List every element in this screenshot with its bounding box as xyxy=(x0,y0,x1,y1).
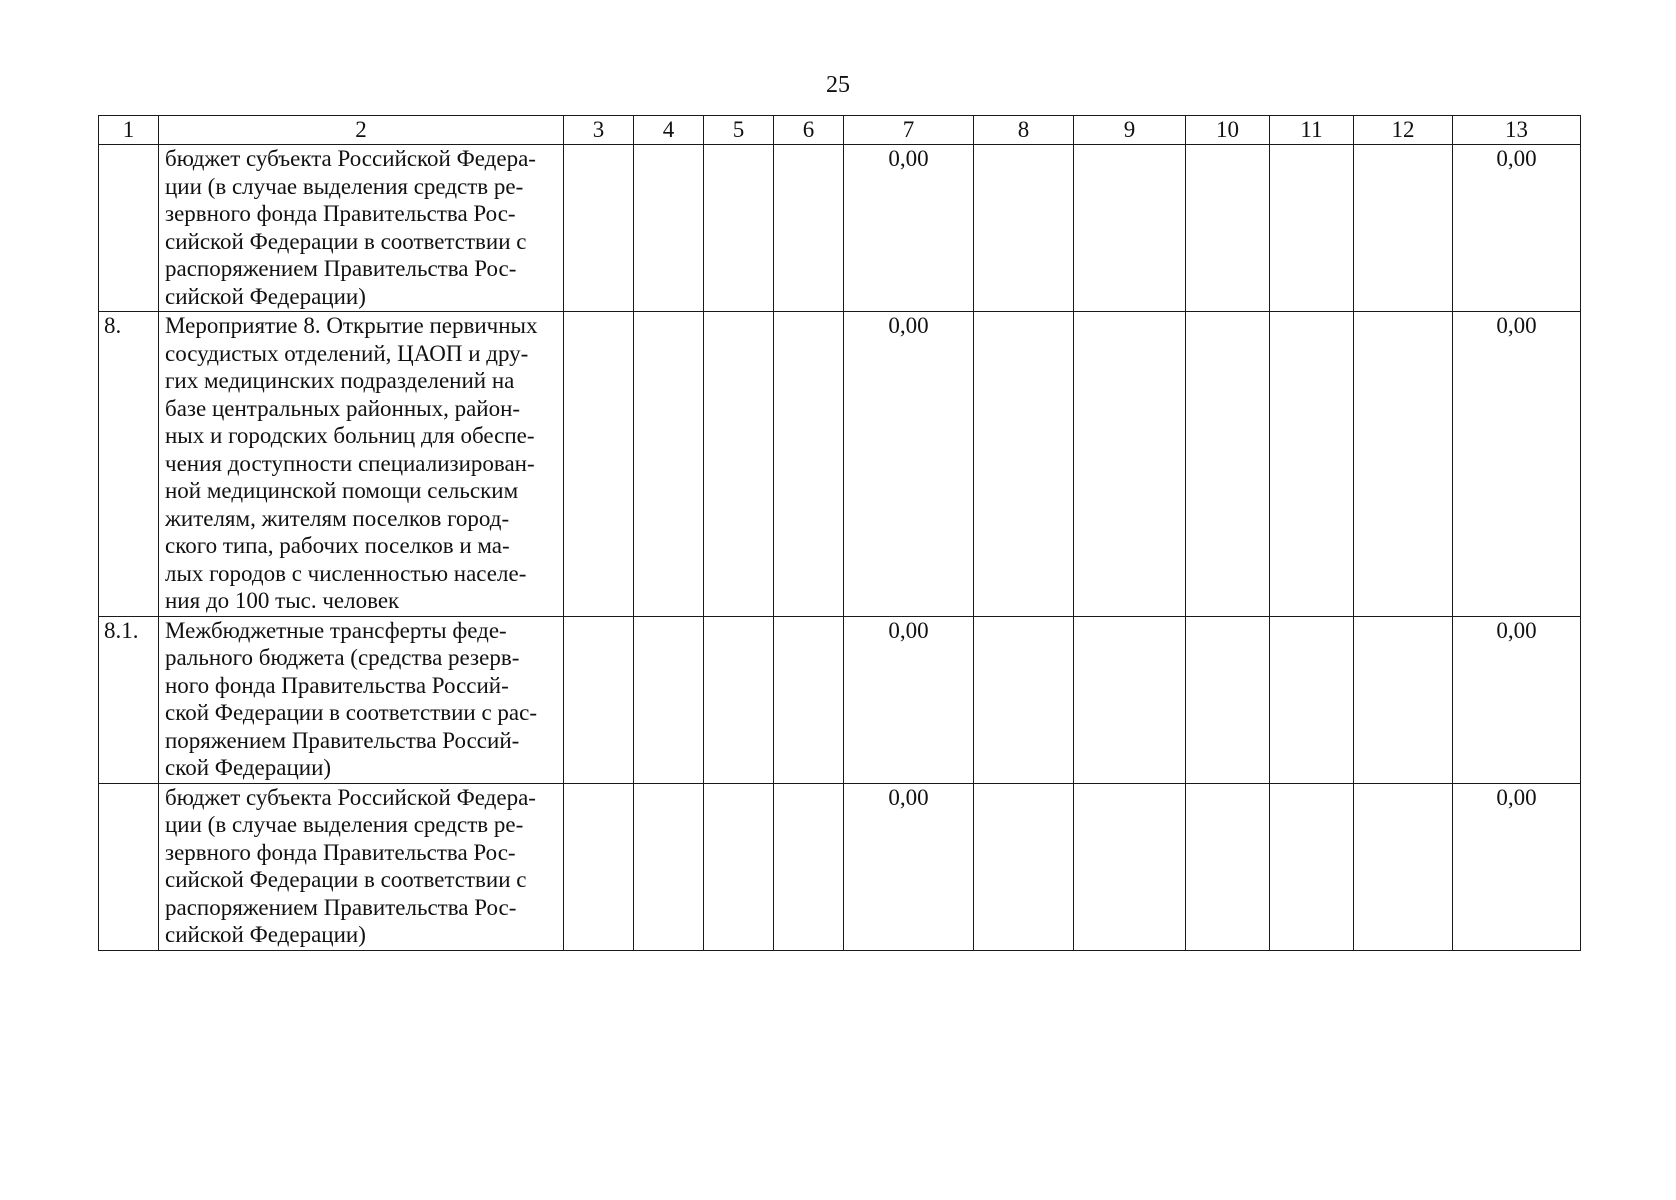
empty-cell xyxy=(774,312,844,617)
empty-cell xyxy=(1186,616,1270,783)
empty-cell xyxy=(1354,783,1453,950)
empty-cell xyxy=(634,616,704,783)
empty-cell xyxy=(774,783,844,950)
empty-cell xyxy=(704,145,774,312)
empty-cell xyxy=(1270,616,1354,783)
funding-table xyxy=(98,115,1581,951)
empty-cell xyxy=(974,312,1074,617)
table-row xyxy=(99,783,1581,950)
empty-cell xyxy=(974,616,1074,783)
column-number-header: 4 xyxy=(634,116,704,145)
empty-cell xyxy=(1354,145,1453,312)
row-description-cell: бюджет субъекта Российской Федера- ции (в случае выделения средств ре- зервного фонда Правительства Рос- сийской Федерации в соответствии с распоряжением Правительства Рос- сийской Федерации) xyxy=(159,783,564,950)
value-cell-col13: 0,00 xyxy=(1453,145,1581,312)
table-row xyxy=(99,145,1581,312)
empty-cell xyxy=(1074,145,1186,312)
value-cell-col7: 0,00 xyxy=(844,783,974,950)
column-number-header: 11 xyxy=(1270,116,1354,145)
value-cell-col7: 0,00 xyxy=(844,145,974,312)
column-number-header: 9 xyxy=(1074,116,1186,145)
column-number-header: 13 xyxy=(1453,116,1581,145)
column-number-header: 3 xyxy=(564,116,634,145)
empty-cell xyxy=(1186,145,1270,312)
row-number-cell xyxy=(99,783,159,950)
empty-cell xyxy=(1186,783,1270,950)
page-number: 25 xyxy=(826,72,850,98)
empty-cell xyxy=(564,616,634,783)
empty-cell xyxy=(1074,312,1186,617)
column-number-header: 1 xyxy=(99,116,159,145)
empty-cell xyxy=(704,616,774,783)
value-cell-col13: 0,00 xyxy=(1453,616,1581,783)
empty-cell xyxy=(634,145,704,312)
empty-cell xyxy=(1074,783,1186,950)
column-number-header: 12 xyxy=(1354,116,1453,145)
table-row xyxy=(99,616,1581,783)
column-number-header: 5 xyxy=(704,116,774,145)
row-description-cell: Мероприятие 8. Открытие первичных сосудистых отделений, ЦАОП и дру- гих медицинских подразделений на базе центральных районных, район- ных и городских больниц для обеспе- чения доступности специализирован- ной медицинской помощи сельским жителям, жителям поселков город- ского типа, рабочих поселков и ма- лых городов с численностью населе- ния до 100 тыс. человек xyxy=(159,312,564,617)
empty-cell xyxy=(1270,783,1354,950)
empty-cell xyxy=(1354,616,1453,783)
column-number-header: 10 xyxy=(1186,116,1270,145)
value-cell-col13: 0,00 xyxy=(1453,783,1581,950)
empty-cell xyxy=(1270,312,1354,617)
empty-cell xyxy=(704,312,774,617)
empty-cell xyxy=(634,783,704,950)
empty-cell xyxy=(974,783,1074,950)
empty-cell xyxy=(1186,312,1270,617)
empty-cell xyxy=(974,145,1074,312)
column-number-header: 7 xyxy=(844,116,974,145)
row-number-cell xyxy=(99,145,159,312)
empty-cell xyxy=(774,616,844,783)
column-number-row xyxy=(99,116,1581,145)
row-description-cell: Межбюджетные трансферты феде- рального бюджета (средства резерв- ного фонда Правительства Россий- ской Федерации в соответствии с рас- поряжением Правительства Россий- ской Федерации) xyxy=(159,616,564,783)
empty-cell xyxy=(1074,616,1186,783)
value-cell-col7: 0,00 xyxy=(844,616,974,783)
empty-cell xyxy=(1270,145,1354,312)
table-row xyxy=(99,312,1581,617)
empty-cell xyxy=(564,145,634,312)
row-number-cell: 8.1. xyxy=(99,616,159,783)
empty-cell xyxy=(704,783,774,950)
empty-cell xyxy=(774,145,844,312)
empty-cell xyxy=(1354,312,1453,617)
column-number-header: 6 xyxy=(774,116,844,145)
empty-cell xyxy=(564,312,634,617)
empty-cell xyxy=(564,783,634,950)
column-number-header: 2 xyxy=(159,116,564,145)
row-number-cell: 8. xyxy=(99,312,159,617)
column-number-header: 8 xyxy=(974,116,1074,145)
value-cell-col7: 0,00 xyxy=(844,312,974,617)
value-cell-col13: 0,00 xyxy=(1453,312,1581,617)
row-description-cell: бюджет субъекта Российской Федера- ции (в случае выделения средств ре- зервного фонда Правительства Рос- сийской Федерации в соответствии с распоряжением Правительства Рос- сийской Федерации) xyxy=(159,145,564,312)
empty-cell xyxy=(634,312,704,617)
